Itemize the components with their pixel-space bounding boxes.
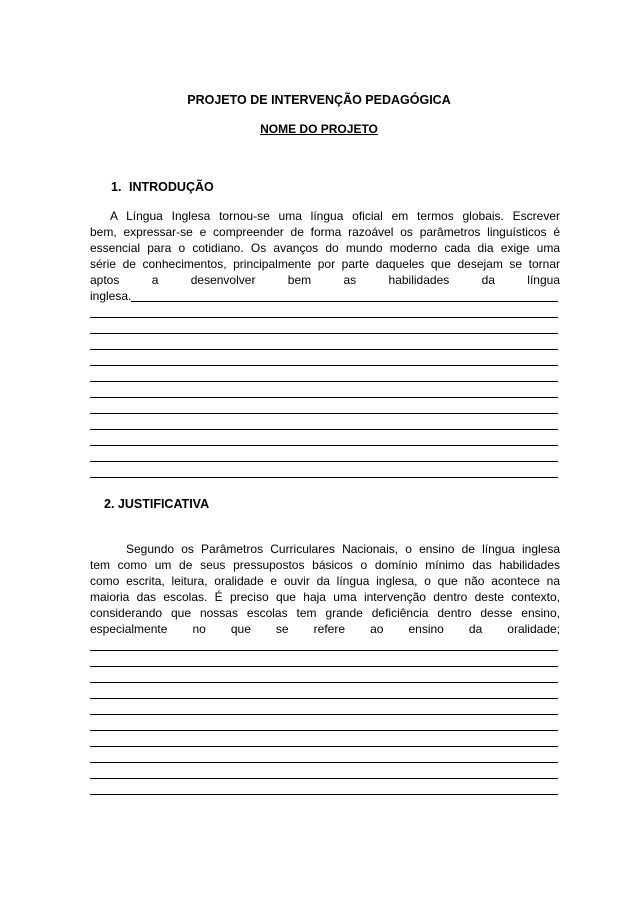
writing-line bbox=[90, 416, 560, 432]
writing-line bbox=[90, 701, 560, 717]
writing-line bbox=[90, 685, 560, 701]
writing-line bbox=[90, 749, 560, 765]
writing-line bbox=[90, 304, 560, 320]
section-title: INTRODUÇÃO bbox=[129, 180, 214, 194]
writing-line bbox=[90, 368, 560, 384]
paragraph-line: aptos a desenvolver bem as habilidades da língua bbox=[90, 273, 560, 287]
introduction-body bbox=[90, 208, 560, 480]
section-number: 1. bbox=[111, 180, 122, 194]
writing-line bbox=[90, 717, 560, 733]
document-title: PROJETO DE INTERVENÇÃO PEDAGÓGICA bbox=[187, 93, 451, 107]
writing-line bbox=[90, 336, 560, 352]
writing-line bbox=[90, 432, 560, 448]
writing-line bbox=[90, 352, 560, 368]
paragraph-line: tem como um de seus pressupostos básicos o domínio mínimo das habilidades bbox=[90, 558, 560, 572]
writing-line bbox=[90, 765, 560, 781]
paragraph-line: especialmente no que se refere ao ensino da oralidade; bbox=[90, 622, 560, 636]
writing-line bbox=[90, 733, 560, 749]
writing-line bbox=[131, 288, 560, 304]
writing-line bbox=[90, 320, 560, 336]
paragraph-line: maioria das escolas. É preciso que haja uma intervenção dentro deste contexto, bbox=[90, 590, 560, 604]
writing-line bbox=[90, 781, 560, 797]
paragraph-line: considerando que nossas escolas tem grande deficiência dentro desse ensino, bbox=[90, 606, 560, 620]
paragraph-line: Segundo os Parâmetros Curriculares Nacionais, o ensino de língua inglesa bbox=[126, 542, 560, 556]
writing-line bbox=[90, 464, 560, 480]
writing-line bbox=[90, 384, 560, 400]
paragraph-line: A Língua Inglesa tornou-se uma língua oficial em termos globais. Escrever bbox=[110, 209, 560, 223]
paragraph-line: série de conhecimentos, principalmente por parte daqueles que desejam se tornar bbox=[90, 257, 560, 271]
section-heading-justification: 2. JUSTIFICATIVA bbox=[104, 497, 210, 511]
writing-line bbox=[90, 400, 560, 416]
writing-line bbox=[90, 669, 560, 685]
paragraph-line bbox=[90, 288, 560, 304]
project-name: NOME DO PROJETO bbox=[260, 122, 378, 136]
paragraph-line: essencial para o cotidiano. Os avanços do mundo moderno cada dia exige uma bbox=[90, 241, 560, 255]
paragraph-line: bem, expressar-se e compreender de forma razoável os parâmetros linguísticos é bbox=[90, 225, 560, 239]
writing-line bbox=[90, 448, 560, 464]
justification-body bbox=[90, 541, 560, 797]
writing-line bbox=[90, 637, 560, 653]
paragraph-line: como escrita, leitura, oralidade e ouvir da língua inglesa, o que não acontece na bbox=[90, 574, 560, 588]
writing-line bbox=[90, 653, 560, 669]
paragraph-last-word: inglesa. bbox=[90, 289, 132, 303]
